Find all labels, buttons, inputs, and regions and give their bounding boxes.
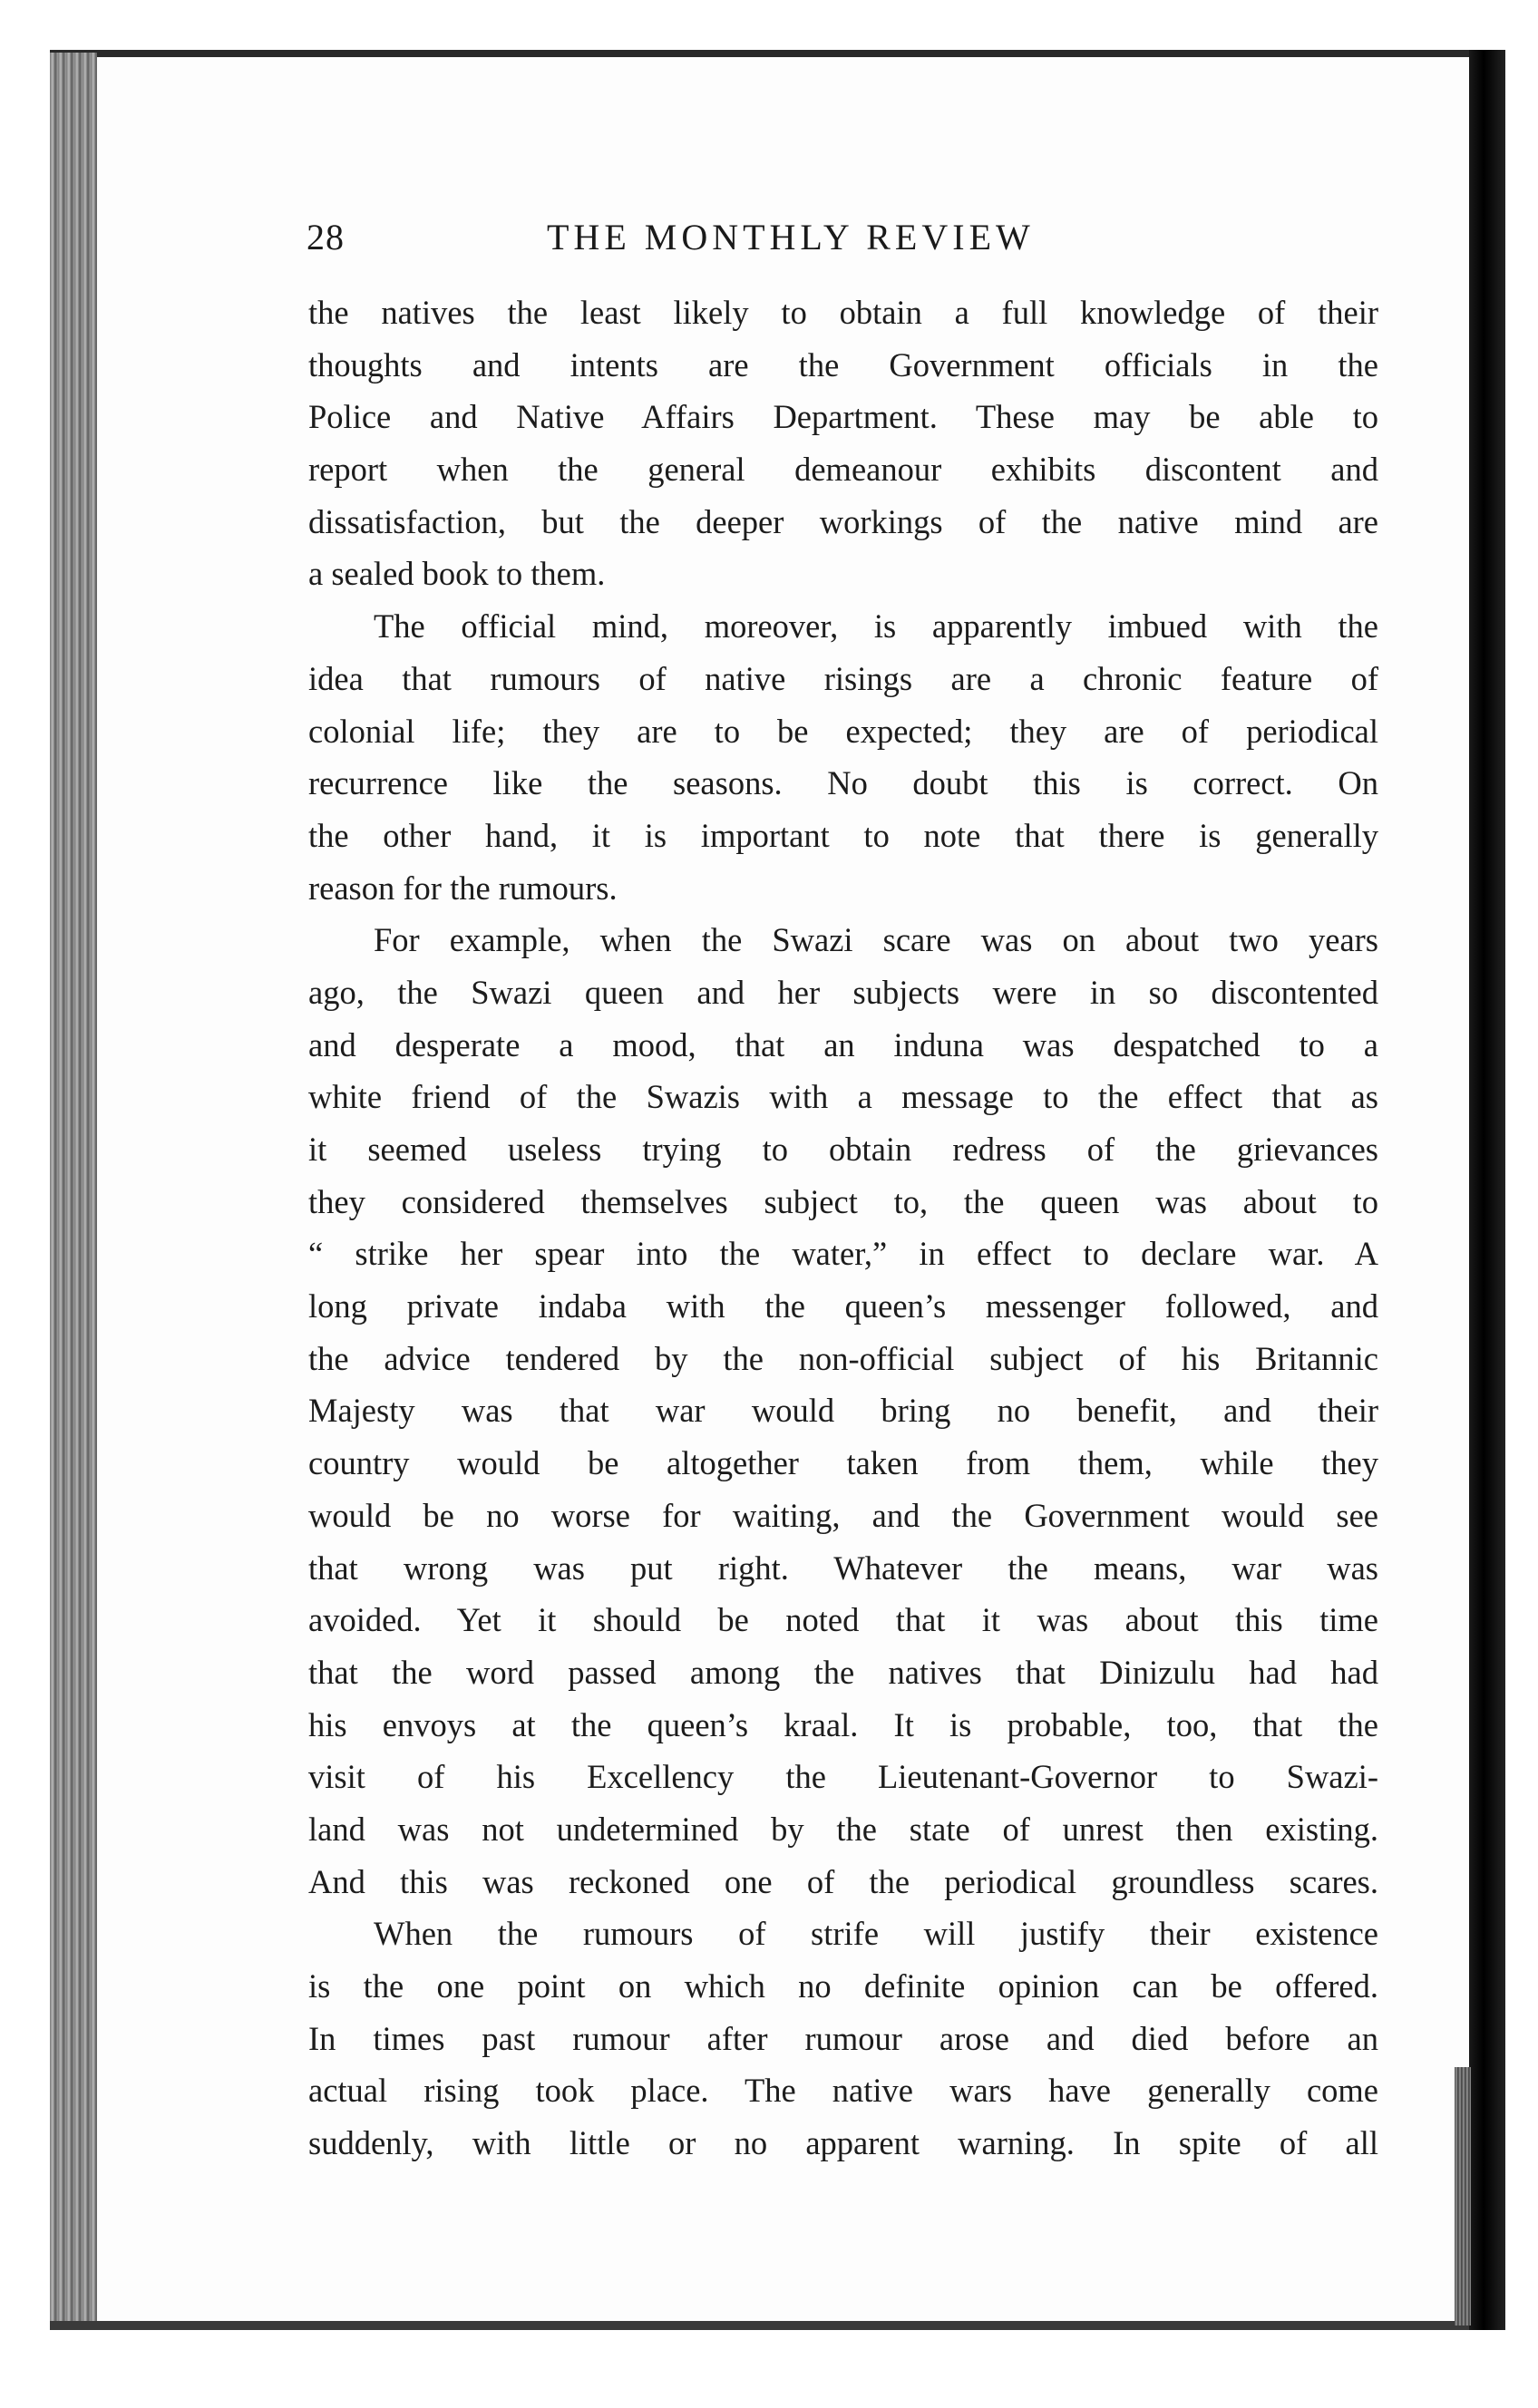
text-line: colonial life; they are to be expected; they are of periodical bbox=[308, 712, 1378, 750]
text-line: a sealed book to them. bbox=[308, 555, 606, 593]
text-line: “ strike her spear into the water,” in effect to declare war. A bbox=[308, 1235, 1378, 1273]
paragraph bbox=[308, 286, 1378, 600]
text-line: actual rising took place. The native wars have generally come bbox=[308, 2072, 1378, 2110]
text-line: the natives the least likely to obtain a full knowledge of their bbox=[308, 294, 1378, 331]
text-line: thoughts and intents are the Government officials in the bbox=[308, 345, 1378, 384]
spine-page-edges bbox=[1455, 2067, 1471, 2325]
journal-title: THE MONTHLY REVIEW bbox=[547, 217, 1035, 257]
text-line: suddenly, with little or no apparent warning. In spite of all bbox=[308, 2124, 1378, 2162]
text-line: the advice tendered by the non-official subject of his Britannic bbox=[308, 1339, 1378, 1377]
page-left-edge bbox=[50, 53, 97, 2324]
running-head bbox=[307, 216, 1213, 270]
book-spine bbox=[1469, 50, 1505, 2330]
text-line: ago, the Swazi queen and her subjects were in so discontented bbox=[308, 973, 1378, 1011]
text-line: that the word passed among the natives that Dinizulu had had bbox=[308, 1653, 1378, 1691]
paragraph bbox=[308, 1908, 1378, 2169]
text-line: idea that rumours of native risings are a chronic feature of bbox=[308, 659, 1378, 697]
text-line: is the one point on which no definite opinion can be offered. bbox=[308, 1967, 1378, 2005]
scan-background bbox=[0, 0, 1538, 50]
page-number: 28 bbox=[307, 217, 345, 257]
text-line: When the rumours of strife will justify their existence bbox=[374, 1915, 1378, 1953]
text-line: visit of his Excellency the Lieutenant-Governor to Swazi- bbox=[308, 1758, 1378, 1796]
body-text bbox=[308, 286, 1378, 2170]
text-line: it seemed useless trying to obtain redress of the grievances bbox=[308, 1131, 1378, 1168]
text-line: they considered themselves subject to, the queen was about to bbox=[308, 1182, 1378, 1220]
text-line: long private indaba with the queen’s messenger followed, and bbox=[308, 1287, 1378, 1325]
text-line: recurrence like the seasons. No doubt this is correct. On bbox=[308, 764, 1378, 802]
text-line: that wrong was put right. Whatever the means, war was bbox=[308, 1549, 1378, 1587]
text-line: and desperate a mood, that an induna was despatched to a bbox=[308, 1025, 1378, 1063]
text-line: land was not undetermined by the state of unrest then existing. bbox=[308, 1810, 1378, 1848]
text-line: dissatisfaction, but the deeper workings of the native mind are bbox=[308, 502, 1378, 540]
text-line: In times past rumour after rumour arose and died before an bbox=[308, 2019, 1378, 2057]
text-line: the other hand, it is important to note that there is generally bbox=[308, 816, 1378, 854]
text-line: And this was reckoned one of the periodical groundless scares. bbox=[308, 1862, 1378, 1900]
text-line: report when the general demeanour exhibits discontent and bbox=[308, 451, 1378, 489]
text-line: For example, when the Swazi scare was on about two years bbox=[374, 921, 1378, 959]
text-line: his envoys at the queen’s kraal. It is probable, too, that the bbox=[308, 1705, 1378, 1743]
page-top-edge bbox=[50, 50, 1494, 57]
text-line: reason for the rumours. bbox=[308, 869, 618, 907]
paragraph bbox=[308, 600, 1378, 914]
text-line: Police and Native Affairs Department. These may be able to bbox=[308, 398, 1378, 436]
page-bottom-edge bbox=[50, 2321, 1494, 2330]
text-line: Majesty was that war would bring no benefit, and their bbox=[308, 1392, 1378, 1430]
text-line: white friend of the Swazis with a message to the effect that as bbox=[308, 1078, 1378, 1116]
text-line: country would be altogether taken from them, while they bbox=[308, 1444, 1378, 1482]
text-line: would be no worse for waiting, and the Government would see bbox=[308, 1496, 1378, 1534]
paragraph bbox=[308, 914, 1378, 1908]
text-line: avoided. Yet it should be noted that it was about this time bbox=[308, 1601, 1378, 1639]
text-line: The official mind, moreover, is apparently imbued with the bbox=[374, 607, 1378, 646]
